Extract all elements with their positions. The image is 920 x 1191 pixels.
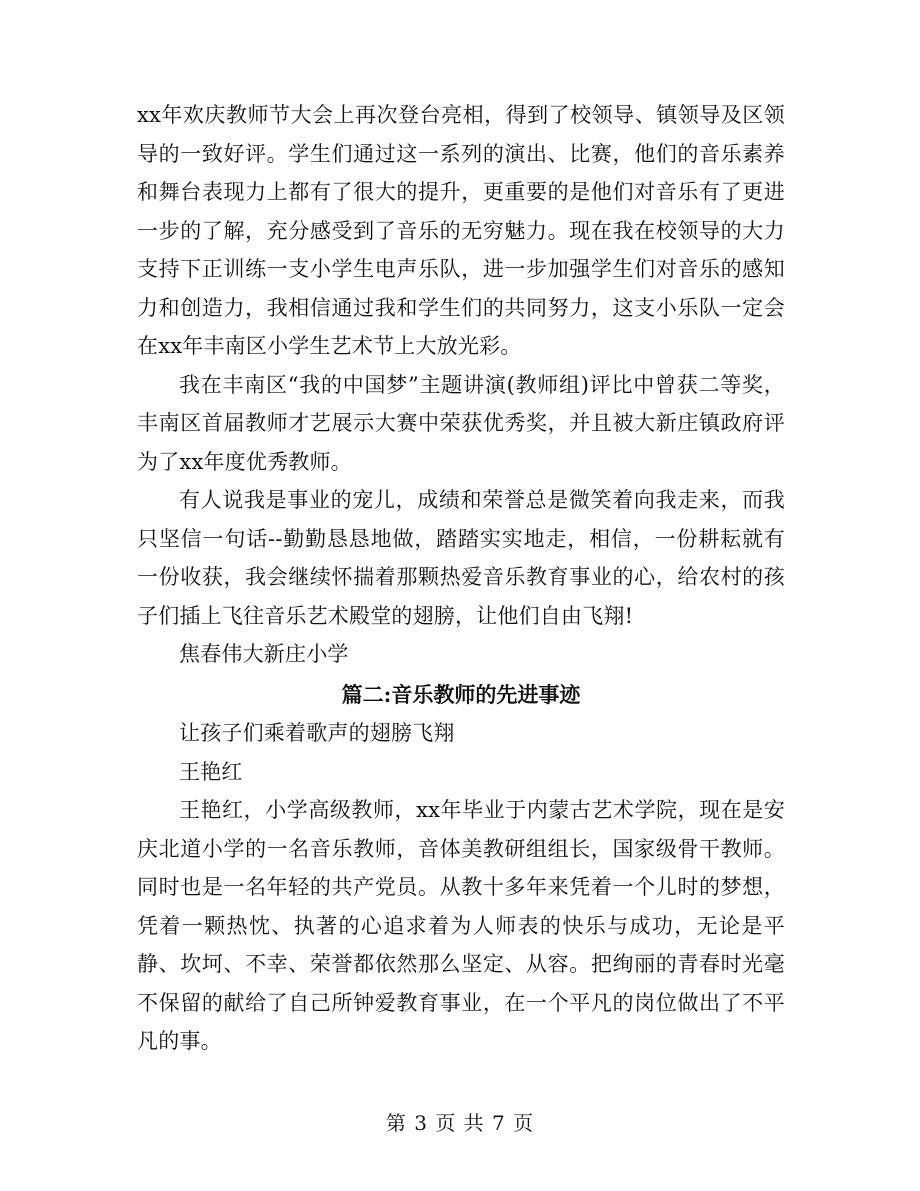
paragraph-motto: 有人说我是事业的宠儿，成绩和荣誉总是微笑着向我走来，而我只坚信一句话--勤勤恳恳地做，踏踏实实地走，相信，一份耕耘就有一份收获，我会继续怀揣着那颗热爱音乐教育事业的心，给农村的孩子们插上飞往音乐艺术殿堂的翅膀，让他们自由飞翔! [137, 488, 785, 628]
author-signature-line: 焦春伟大新庄小学 [179, 642, 349, 666]
paragraph-biography: 王艳红，小学高级教师，xx年毕业于内蒙古艺术学院，现在是安庆北道小学的一名音乐教师，音体美教研组组长，国家级骨干教师。同时也是一名年轻的共产党员。从教十多年来凭着一个儿时的梦想，凭着一颗热忱、执著的心追求着为人师表的快乐与成功，无论是平静、坎坷、不幸、荣誉都依然那么坚定、从容。把绚丽的青春时光毫不保留的献给了自己所钟爱教育事业，在一个平凡的岗位做出了不平凡的事。 [137, 798, 785, 1053]
article-author: 王艳红 [179, 759, 243, 784]
document-page [137, 96, 785, 1061]
article-title: 让孩子们乘着歌声的翅膀飞翔 [179, 721, 455, 745]
paragraph-awards: 我在丰南区“我的中国梦”主题讲演(教师组)评比中曾获二等奖，丰南区首届教师才艺展示大赛中荣获优秀奖，并且被大新庄镇政府评为了xx年度优秀教师。 [137, 372, 785, 474]
page-number-footer: 第 3 页 共 7 页 [385, 1111, 535, 1135]
paragraph-performance: xx年欢庆教师节大会上再次登台亮相，得到了校领导、镇领导及区领导的一致好评。学生们通过这一系列的演出、比赛，他们的音乐素养和舞台表现力上都有了很大的提升，更重要的是他们对音乐有了更进一步的了解，充分感受到了音乐的无穷魅力。现在我在校领导的大力支持下正训练一支小学生电声乐队，进一步加强学生们对音乐的感知力和创造力，我相信通过我和学生们的共同努力，这支小乐队一定会在xx年丰南区小学生艺术节上大放光彩。 [137, 103, 785, 358]
section-heading: 篇二:音乐教师的先进事迹 [341, 681, 581, 707]
